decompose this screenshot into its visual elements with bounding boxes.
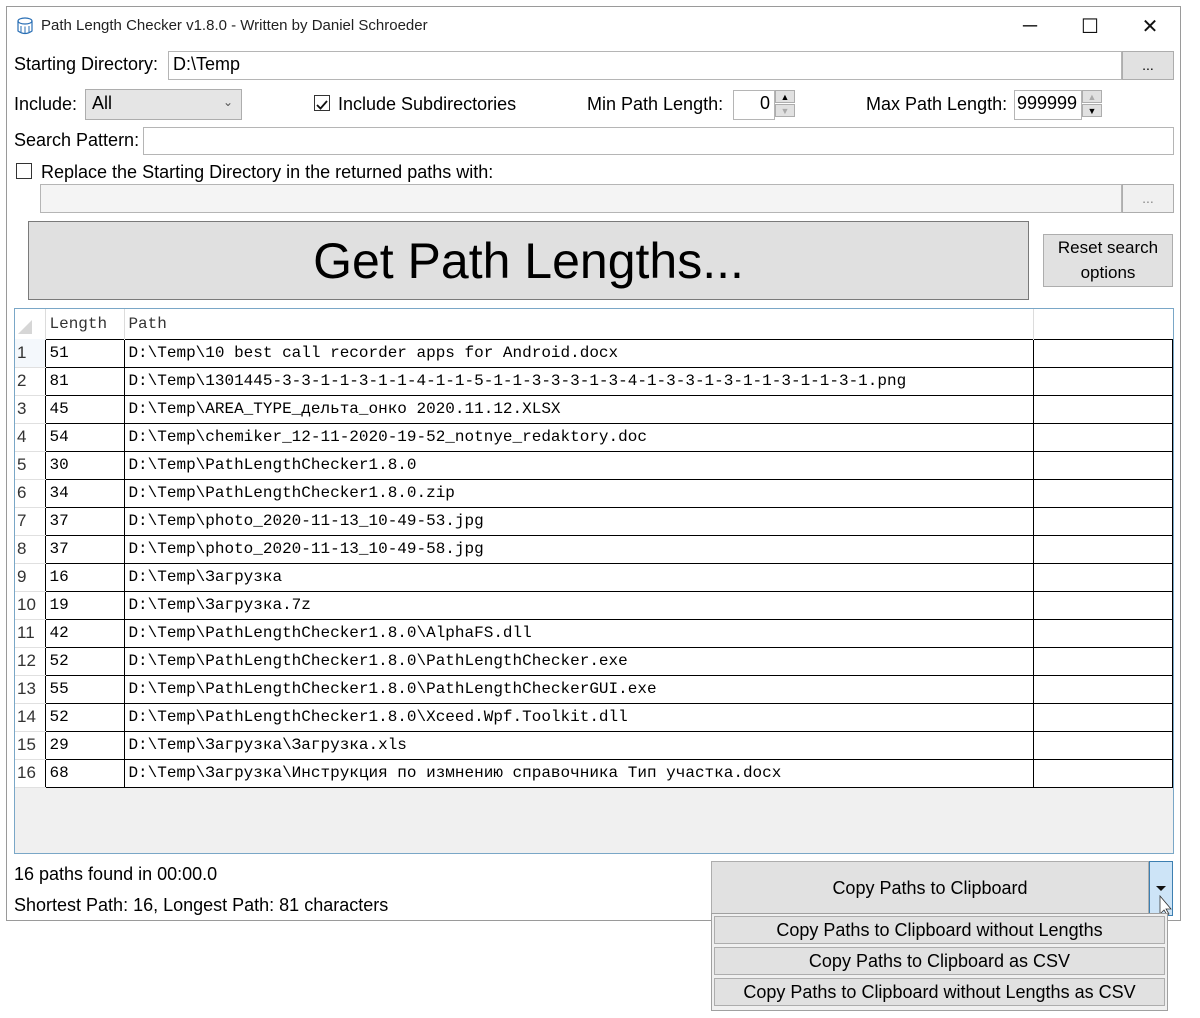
length-cell: 45 <box>46 395 125 423</box>
row-number[interactable]: 14 <box>15 703 46 731</box>
close-icon: ✕ <box>1141 15 1159 38</box>
path-cell: D:\Temp\PathLengthChecker1.8.0\PathLengthCheckerGUI.exe <box>125 675 1034 703</box>
table-row[interactable] <box>15 367 1173 395</box>
copy-paths-button[interactable]: Copy Paths to Clipboard <box>711 861 1149 916</box>
grid-header-row <box>15 309 1173 339</box>
search-pattern-input[interactable] <box>143 127 1174 155</box>
min-path-length-input[interactable]: 0 <box>733 90 775 120</box>
filler-cell <box>1034 703 1173 731</box>
row-number[interactable]: 8 <box>15 535 46 563</box>
path-cell: D:\Temp\Загрузка <box>125 563 1034 591</box>
row-number[interactable]: 1 <box>15 339 46 367</box>
length-cell: 68 <box>46 759 125 787</box>
include-subdirectories-label: Include Subdirectories <box>338 94 517 114</box>
row-number[interactable]: 3 <box>15 395 46 423</box>
replace-directory-label: Replace the Starting Directory in the returned paths with: <box>41 162 494 182</box>
filler-cell <box>1034 535 1173 563</box>
row-number[interactable]: 10 <box>15 591 46 619</box>
browse-directory-button[interactable]: ... <box>1122 51 1174 80</box>
row-number[interactable]: 7 <box>15 507 46 535</box>
column-header-filler <box>1034 309 1173 339</box>
filler-cell <box>1034 367 1173 395</box>
column-header-length[interactable]: Length <box>46 309 125 339</box>
menu-item-copy-without-lengths[interactable]: Copy Paths to Clipboard without Lengths <box>714 916 1165 944</box>
filler-cell <box>1034 759 1173 787</box>
table-row[interactable] <box>15 507 1173 535</box>
maximize-button[interactable] <box>1060 7 1120 45</box>
results-table <box>15 309 1173 788</box>
grid-corner[interactable] <box>15 309 46 339</box>
row-number[interactable]: 13 <box>15 675 46 703</box>
close-button[interactable] <box>1120 7 1180 45</box>
menu-item-copy-as-csv[interactable]: Copy Paths to Clipboard as CSV <box>714 947 1165 975</box>
reset-button-line1: Reset search <box>1057 238 1159 257</box>
paths-found-status: 16 paths found in 00:00.0 <box>14 864 218 884</box>
filler-cell <box>1034 647 1173 675</box>
spin-up-icon[interactable]: ▲ <box>775 90 795 103</box>
table-row[interactable] <box>15 647 1173 675</box>
main-window <box>6 6 1181 921</box>
title-bar[interactable] <box>7 7 1180 45</box>
filler-cell <box>1034 731 1173 759</box>
row-number[interactable]: 2 <box>15 367 46 395</box>
select-all-icon <box>18 320 32 334</box>
chevron-down-icon: ⌄ <box>222 95 233 109</box>
filler-cell <box>1034 675 1173 703</box>
replace-browse-button[interactable]: ... <box>1122 184 1174 213</box>
table-row[interactable] <box>15 675 1173 703</box>
path-cell: D:\Temp\PathLengthChecker1.8.0\PathLengthChecker.exe <box>125 647 1034 675</box>
filler-cell <box>1034 451 1173 479</box>
table-row[interactable] <box>15 395 1173 423</box>
length-cell: 81 <box>46 367 125 395</box>
row-number[interactable]: 9 <box>15 563 46 591</box>
starting-directory-label: Starting Directory: <box>14 54 159 74</box>
table-row[interactable] <box>15 759 1173 787</box>
max-path-length-spinner[interactable] <box>1082 90 1104 118</box>
window-title: Path Length Checker v1.8.0 - Written by Daniel Schroeder <box>41 17 428 34</box>
path-cell: D:\Temp\AREA_TYPE_дельта_онко 2020.11.12.XLSX <box>125 395 1034 423</box>
table-row[interactable] <box>15 591 1173 619</box>
min-path-length-label: Min Path Length: <box>587 94 724 114</box>
spin-up-icon[interactable]: ▲ <box>1082 90 1102 103</box>
length-cell: 52 <box>46 647 125 675</box>
length-cell: 19 <box>46 591 125 619</box>
length-cell: 54 <box>46 423 125 451</box>
maximize-icon: ☐ <box>1081 15 1099 38</box>
filler-cell <box>1034 339 1173 367</box>
row-number[interactable]: 6 <box>15 479 46 507</box>
replace-directory-checkbox[interactable] <box>16 163 32 179</box>
path-cell: D:\Temp\10 best call recorder apps for Android.docx <box>125 339 1034 367</box>
include-select[interactable] <box>85 89 242 120</box>
table-row[interactable] <box>15 619 1173 647</box>
table-row[interactable] <box>15 479 1173 507</box>
filler-cell <box>1034 395 1173 423</box>
path-cell: D:\Temp\PathLengthChecker1.8.0.zip <box>125 479 1034 507</box>
search-pattern-label: Search Pattern: <box>14 130 140 150</box>
checkmark-icon <box>315 98 329 112</box>
length-cell: 29 <box>46 731 125 759</box>
replace-directory-input[interactable] <box>40 184 1122 213</box>
get-path-lengths-button[interactable]: Get Path Lengths... <box>28 221 1029 300</box>
spin-down-icon[interactable]: ▼ <box>775 104 795 117</box>
minimize-button[interactable] <box>1000 7 1060 45</box>
row-number[interactable]: 11 <box>15 619 46 647</box>
length-cell: 16 <box>46 563 125 591</box>
row-number[interactable]: 15 <box>15 731 46 759</box>
reset-search-options-button[interactable] <box>1043 234 1173 287</box>
app-icon <box>17 17 33 35</box>
length-cell: 55 <box>46 675 125 703</box>
filler-cell <box>1034 423 1173 451</box>
table-row[interactable] <box>15 451 1173 479</box>
copy-options-dropdown-button[interactable] <box>1149 861 1173 916</box>
spin-down-icon[interactable]: ▼ <box>1082 104 1102 117</box>
filler-cell <box>1034 479 1173 507</box>
row-number[interactable]: 5 <box>15 451 46 479</box>
path-cell: D:\Temp\photo_2020-11-13_10-49-53.jpg <box>125 507 1034 535</box>
path-cell: D:\Temp\photo_2020-11-13_10-49-58.jpg <box>125 535 1034 563</box>
length-cell: 30 <box>46 451 125 479</box>
length-cell: 52 <box>46 703 125 731</box>
max-path-length-label: Max Path Length: <box>866 94 1008 114</box>
path-cell: D:\Temp\Загрузка\Загрузка.xls <box>125 731 1034 759</box>
copy-options-menu <box>711 913 1168 1011</box>
length-cell: 42 <box>46 619 125 647</box>
reset-button-line2: options <box>1080 263 1136 282</box>
row-number[interactable]: 16 <box>15 759 46 787</box>
length-cell: 34 <box>46 479 125 507</box>
filler-cell <box>1034 619 1173 647</box>
minimize-icon: ─ <box>1022 14 1038 37</box>
chevron-down-icon <box>1150 862 1172 915</box>
path-cell: D:\Temp\PathLengthChecker1.8.0 <box>125 451 1034 479</box>
max-path-length-input[interactable]: 999999 <box>1014 90 1082 120</box>
table-row[interactable] <box>15 703 1173 731</box>
path-length-summary: Shortest Path: 16, Longest Path: 81 characters <box>14 895 389 915</box>
filler-cell <box>1034 563 1173 591</box>
path-cell: D:\Temp\1301445-3-3-1-1-3-1-1-4-1-1-5-1-1-3-3-3-1-3-4-1-3-3-1-3-1-1-3-1-1-3-1.png <box>125 367 1034 395</box>
include-label: Include: <box>14 94 78 114</box>
results-grid[interactable] <box>14 308 1174 854</box>
length-cell: 37 <box>46 535 125 563</box>
path-cell: D:\Temp\Загрузка.7z <box>125 591 1034 619</box>
path-cell: D:\Temp\PathLengthChecker1.8.0\Xceed.Wpf.Toolkit.dll <box>125 703 1034 731</box>
menu-item-copy-without-lengths-csv[interactable]: Copy Paths to Clipboard without Lengths as CSV <box>714 978 1165 1006</box>
length-cell: 37 <box>46 507 125 535</box>
starting-directory-input[interactable]: D:\Temp <box>168 51 1122 80</box>
table-row[interactable] <box>15 731 1173 759</box>
filler-cell <box>1034 591 1173 619</box>
table-row[interactable] <box>15 423 1173 451</box>
path-cell: D:\Temp\PathLengthChecker1.8.0\AlphaFS.dll <box>125 619 1034 647</box>
include-select-value: All <box>92 93 113 113</box>
filler-cell <box>1034 507 1173 535</box>
table-row[interactable] <box>15 563 1173 591</box>
path-cell: D:\Temp\chemiker_12-11-2020-19-52_notnye_redaktory.doc <box>125 423 1034 451</box>
path-cell: D:\Temp\Загрузка\Инструкция по измнению справочника Тип участка.docx <box>125 759 1034 787</box>
include-subdirectories-checkbox[interactable] <box>314 95 330 111</box>
length-cell: 51 <box>46 339 125 367</box>
table-row[interactable] <box>15 339 1173 367</box>
row-number[interactable]: 12 <box>15 647 46 675</box>
column-header-path[interactable]: Path <box>125 309 1034 339</box>
min-path-length-spinner[interactable] <box>775 90 797 118</box>
table-row[interactable] <box>15 535 1173 563</box>
row-number[interactable]: 4 <box>15 423 46 451</box>
